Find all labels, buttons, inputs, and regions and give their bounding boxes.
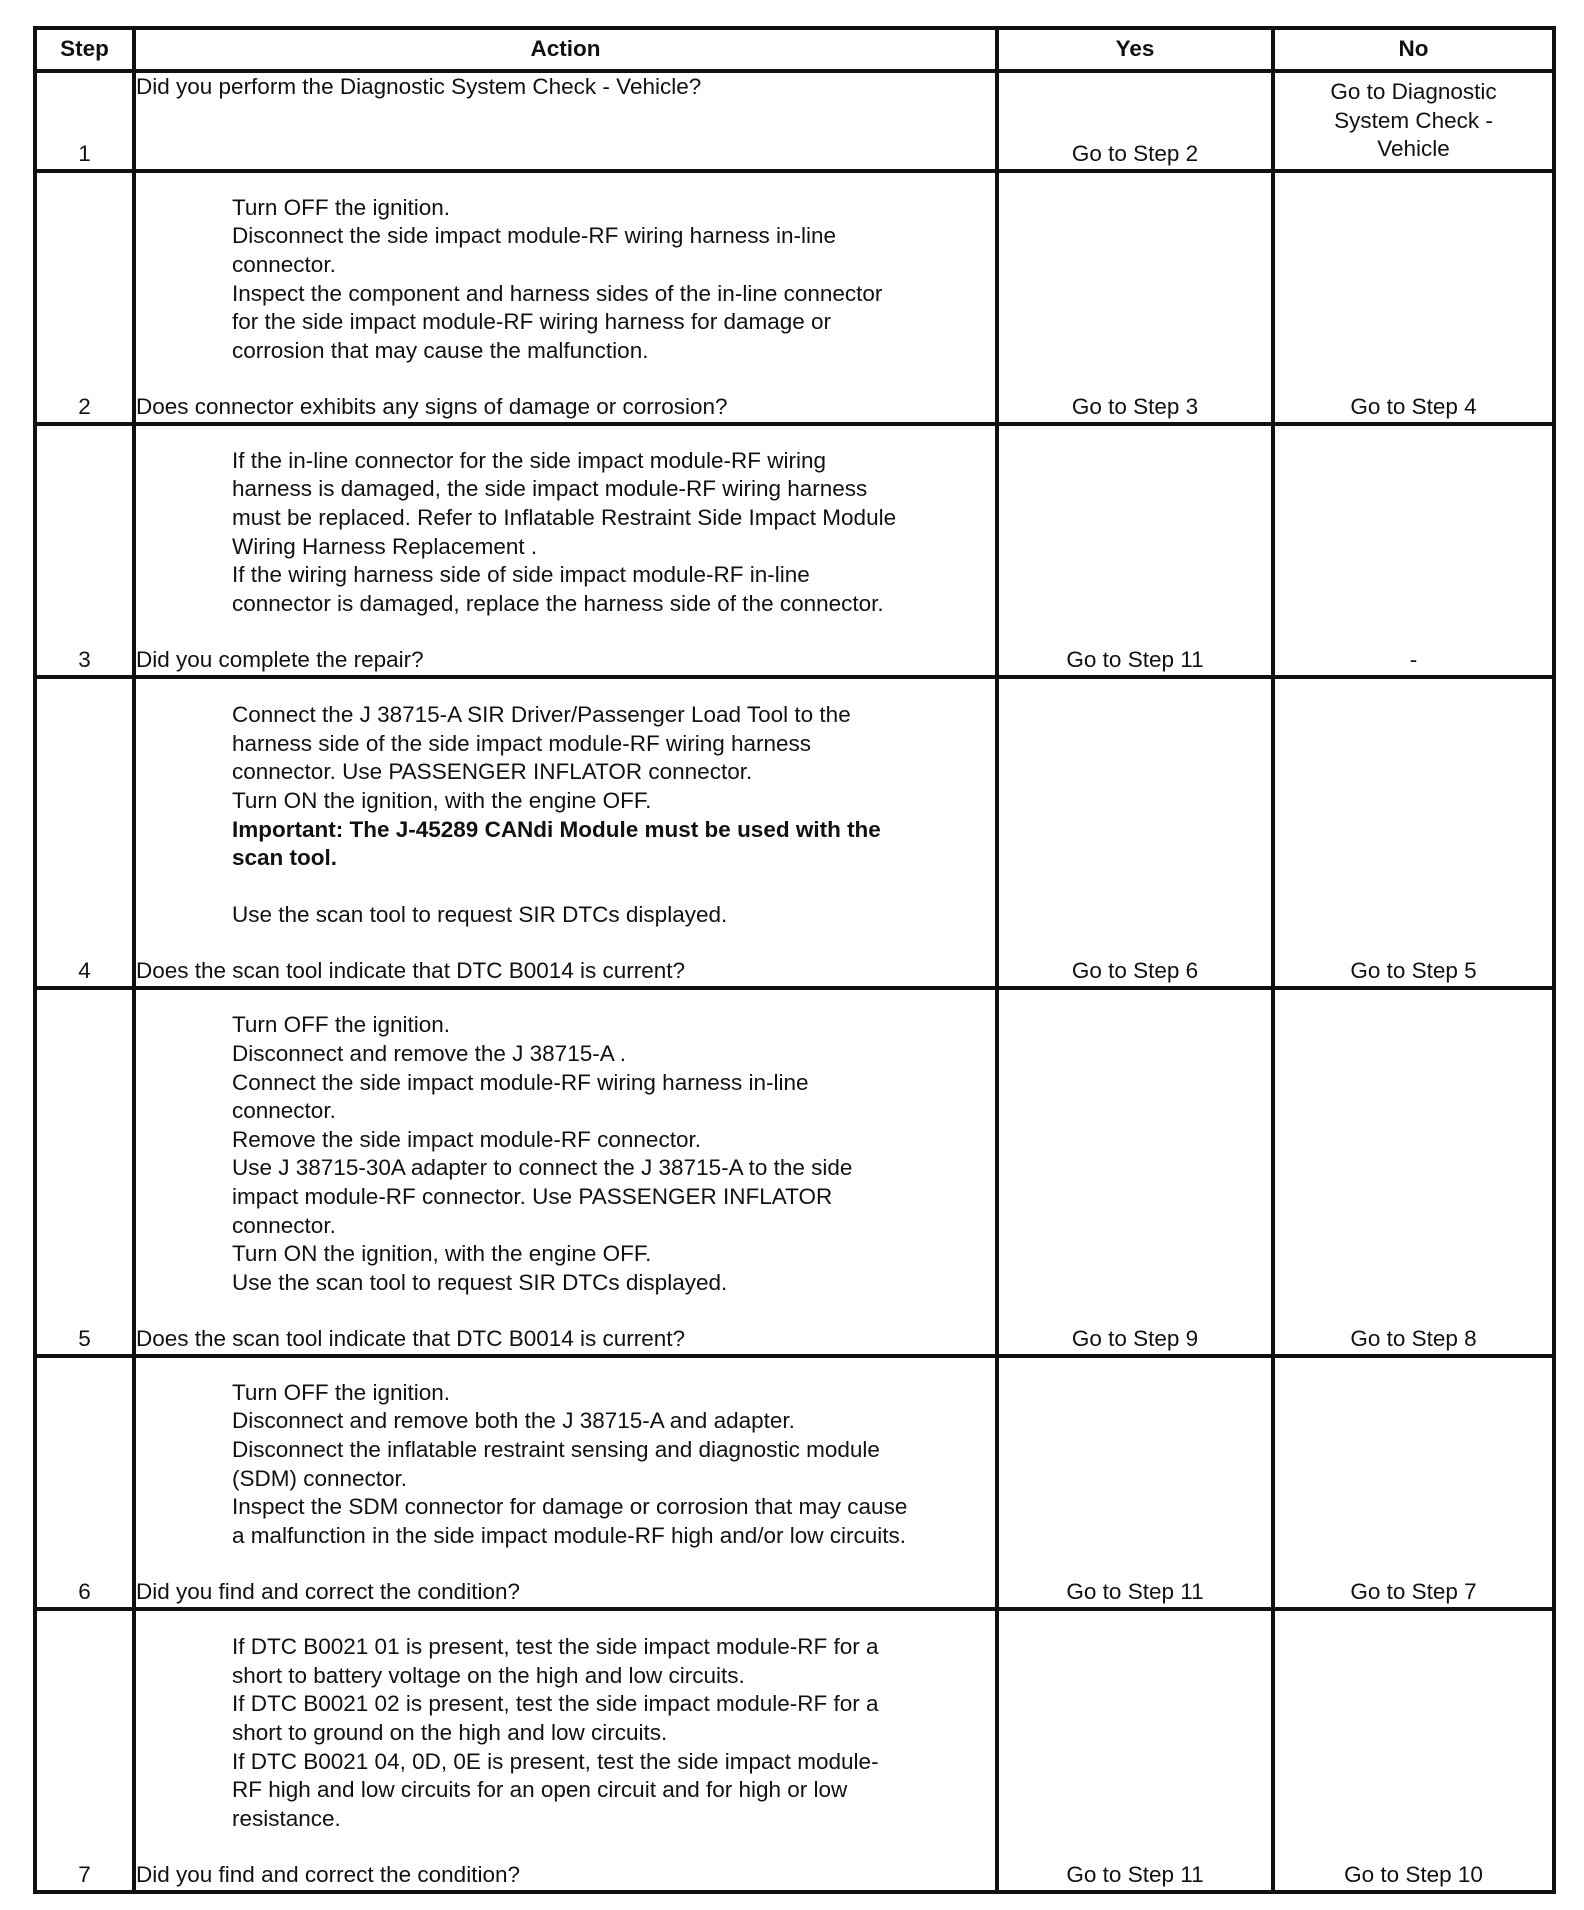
important-note-line: scan tool. [232, 845, 338, 871]
no-cell: Go to Step 4 [1273, 171, 1554, 424]
table-row [35, 988, 1554, 1356]
important-note-line: Important: The J-45289 CANdi Module must be used with the [232, 816, 881, 842]
action-cell [134, 424, 997, 677]
instruction-line: If DTC B0021 02 is present, test the side impact module-RF for a [232, 1691, 879, 1717]
instruction-line: connector. [232, 1098, 336, 1124]
instruction-line: Use J 38715-30A adapter to connect the J 38715-A to the side [232, 1155, 853, 1181]
yes-cell: Go to Step 6 [997, 677, 1273, 988]
instruction-line: Inspect the component and harness sides of the in-line connector [232, 280, 883, 306]
instruction-line: for the side impact module-RF wiring harness for damage or [232, 309, 832, 335]
instruction-line: If DTC B0021 01 is present, test the side impact module-RF for a [232, 1634, 879, 1660]
no-cell: Go to Step 7 [1273, 1356, 1554, 1609]
step-number: 7 [35, 1609, 134, 1892]
instruction-line: connector. Use PASSENGER INFLATOR connector. [232, 759, 753, 785]
instruction-block [136, 194, 995, 366]
instruction-line: a malfunction in the side impact module-RF high and/or low circuits. [232, 1522, 907, 1548]
no-cell [1273, 71, 1554, 171]
instruction-line: Turn OFF the ignition. [232, 194, 451, 220]
yes-cell: Go to Step 3 [997, 171, 1273, 424]
action-cell [134, 988, 997, 1356]
yes-cell: Go to Step 2 [997, 71, 1273, 171]
table-row [35, 1356, 1554, 1609]
instruction-line: short to ground on the high and low circuits. [232, 1720, 668, 1746]
question-text: Did you perform the Diagnostic System Check - Vehicle? [136, 74, 702, 99]
instruction-line: harness side of the side impact module-RF wiring harness [232, 730, 812, 756]
instruction-line: Use the scan tool to request SIR DTCs displayed. [232, 1269, 728, 1295]
header-row [35, 28, 1554, 71]
instruction-line: short to battery voltage on the high and low circuits. [232, 1662, 745, 1688]
instruction-line: harness is damaged, the side impact module-RF wiring harness [232, 476, 868, 502]
instruction-line: Turn OFF the ignition. [232, 1379, 451, 1405]
instruction-line: (SDM) connector. [232, 1465, 408, 1491]
question-text: Did you find and correct the condition? [136, 1579, 520, 1605]
instruction-line: Disconnect the inflatable restraint sensing and diagnostic module [232, 1437, 880, 1463]
table-row [35, 424, 1554, 677]
action-cell [134, 71, 997, 171]
instruction-block [136, 1379, 995, 1551]
instruction-line: Connect the side impact module-RF wiring harness in-line [232, 1069, 809, 1095]
instruction-line: connector. [232, 252, 336, 278]
instruction-line: impact module-RF connector. Use PASSENGER INFLATOR [232, 1184, 833, 1210]
instruction-line: Turn ON the ignition, with the engine OFF. [232, 788, 652, 814]
instruction-block [136, 701, 995, 929]
instruction-line: resistance. [232, 1805, 341, 1831]
step-number: 4 [35, 677, 134, 988]
instruction-line: Remove the side impact module-RF connector. [232, 1126, 701, 1152]
yes-cell: Go to Step 11 [997, 424, 1273, 677]
question-text: Does the scan tool indicate that DTC B0014 is current? [136, 1326, 686, 1352]
no-text-line: Vehicle [1377, 136, 1450, 162]
header-yes: Yes [997, 28, 1273, 71]
yes-cell: Go to Step 9 [997, 988, 1273, 1356]
instruction-line: connector. [232, 1212, 336, 1238]
instruction-line: If the wiring harness side of side impact module-RF in-line [232, 562, 810, 588]
instruction-line: Connect the J 38715-A SIR Driver/Passenger Load Tool to the [232, 702, 851, 728]
no-cell: Go to Step 10 [1273, 1609, 1554, 1892]
table-row [35, 1609, 1554, 1892]
instruction-line: Inspect the SDM connector for damage or corrosion that may cause [232, 1494, 908, 1520]
instruction-line: Turn OFF the ignition. [232, 1012, 451, 1038]
instruction-line: If DTC B0021 04, 0D, 0E is present, test the side impact module- [232, 1748, 879, 1774]
step-number: 3 [35, 424, 134, 677]
no-cell: Go to Step 8 [1273, 988, 1554, 1356]
yes-cell: Go to Step 11 [997, 1356, 1273, 1609]
question-text: Did you find and correct the condition? [136, 1862, 520, 1888]
instruction-line: Turn ON the ignition, with the engine OFF. [232, 1241, 652, 1267]
instruction-line: must be replaced. Refer to Inflatable Restraint Side Impact Module [232, 505, 897, 531]
no-text-line: System Check - [1334, 107, 1493, 133]
no-cell: Go to Step 5 [1273, 677, 1554, 988]
action-cell [134, 171, 997, 424]
header-no: No [1273, 28, 1554, 71]
instruction-line: Disconnect and remove the J 38715-A . [232, 1041, 626, 1067]
step-number: 5 [35, 988, 134, 1356]
step-number: 1 [35, 71, 134, 171]
instruction-block [136, 1011, 995, 1297]
instruction-line: Disconnect the side impact module-RF wiring harness in-line [232, 223, 837, 249]
instruction-line: Use the scan tool to request SIR DTCs displayed. [232, 901, 728, 927]
step-number: 2 [35, 171, 134, 424]
question-text: Does connector exhibits any signs of damage or corrosion? [136, 394, 728, 420]
header-action: Action [134, 28, 997, 71]
no-cell: - [1273, 424, 1554, 677]
instruction-line: connector is damaged, replace the harness side of the connector. [232, 590, 884, 616]
instruction-line: Disconnect and remove both the J 38715-A and adapter. [232, 1408, 795, 1434]
yes-cell: Go to Step 11 [997, 1609, 1273, 1892]
header-step: Step [35, 28, 134, 71]
step-number: 6 [35, 1356, 134, 1609]
action-cell [134, 677, 997, 988]
table-row [35, 71, 1554, 171]
table-row [35, 171, 1554, 424]
table-row [35, 677, 1554, 988]
instruction-line: RF high and low circuits for an open circuit and for high or low [232, 1777, 848, 1803]
instruction-line: Wiring Harness Replacement . [232, 533, 538, 559]
question-text: Did you complete the repair? [136, 647, 424, 673]
instruction-line: corrosion that may cause the malfunction. [232, 337, 649, 363]
instruction-line: If the in-line connector for the side impact module-RF wiring [232, 447, 827, 473]
diagnostic-table [33, 26, 1556, 1894]
action-cell [134, 1356, 997, 1609]
instruction-block [136, 447, 995, 619]
no-text-line: Go to Diagnostic [1330, 79, 1497, 105]
instruction-block [136, 1633, 995, 1833]
action-cell [134, 1609, 997, 1892]
question-text: Does the scan tool indicate that DTC B0014 is current? [136, 958, 686, 984]
